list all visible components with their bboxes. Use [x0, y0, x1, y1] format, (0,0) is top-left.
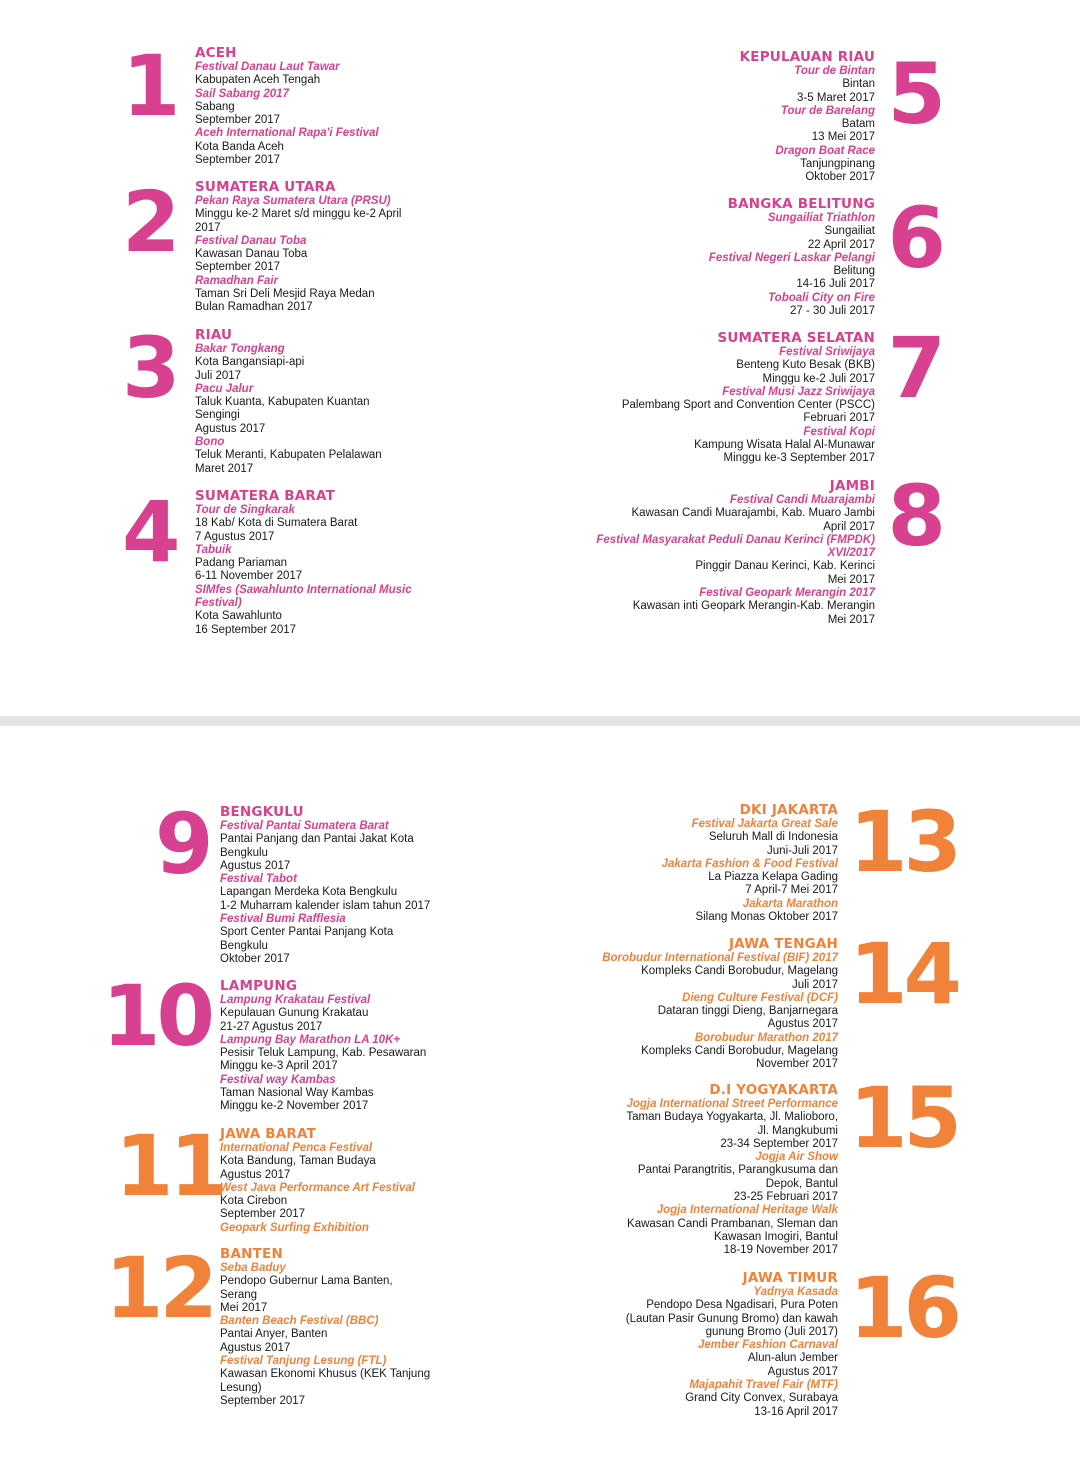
event-detail: Lapangan Merdeka Kota Bengkulu	[220, 886, 398, 899]
event-detail: Kawasan Imogiri, Bantul	[713, 1230, 838, 1243]
event-detail: Mei 2017	[827, 613, 875, 626]
event-name: Festival Geopark Merangin 2017	[699, 587, 875, 600]
region-details	[195, 45, 425, 167]
region-number: 7	[887, 319, 942, 417]
event-detail: Pantai Anyer, Banten	[220, 1328, 328, 1341]
event-name: Festival Candi Muarajambi	[729, 494, 875, 506]
region-details	[220, 1246, 450, 1408]
event-detail: 13-16 April 2017	[754, 1405, 838, 1418]
event-detail: Alun-alun Jember	[747, 1352, 838, 1365]
province-name: BANTEN	[220, 1246, 283, 1262]
event-detail: Sport Center Pantai Panjang Kota	[220, 926, 394, 939]
event-detail: Seluruh Mall di Indonesia	[708, 831, 838, 844]
event-name: Festival Negeri Laskar Pelangi	[708, 251, 875, 264]
event-name: Festival Sriwijaya	[779, 346, 875, 358]
event-name: Lampung Bay Marathon LA 10K+	[220, 1033, 401, 1046]
event-name: Jember Fashion Carnaval	[698, 1339, 838, 1352]
region-number: 8	[887, 467, 942, 565]
event-name: Jakarta Fashion & Food Festival	[661, 857, 838, 870]
event-detail: Agustus 2017	[767, 1365, 838, 1378]
event-name: Festival Tanjung Lesung (FTL)	[220, 1355, 387, 1368]
event-name: Festival Bumi Rafflesia	[220, 913, 346, 926]
event-detail: Benteng Kuto Besak (BKB)	[736, 359, 875, 372]
event-name: Lampung Krakatau Festival	[220, 994, 371, 1006]
event-name: Tour de Barelang	[780, 104, 875, 117]
region-details	[220, 1126, 450, 1235]
event-detail: Juli 2017	[791, 978, 838, 991]
event-detail: 2017	[195, 221, 221, 234]
event-detail: Belitung	[833, 265, 875, 278]
event-detail: 13 Mei 2017	[811, 131, 875, 144]
event-detail: Padang Pariaman	[195, 557, 288, 570]
event-detail: Sabang	[195, 100, 235, 113]
event-detail: Pendopo Desa Ngadisari, Pura Poten	[646, 1299, 838, 1312]
event-detail: Kawasan Candi Prambanan, Sleman dan	[627, 1217, 838, 1230]
event-detail: Oktober 2017	[805, 171, 875, 184]
event-detail: Taman Budaya Yogyakarta, Jl. Malioboro,	[626, 1111, 838, 1124]
event-detail: 27 - 30 Juli 2017	[789, 305, 875, 318]
event-detail: Kabupaten Aceh Tengah	[195, 74, 321, 87]
event-name: Seba Baduy	[220, 1262, 286, 1274]
province-name: KEPULAUAN RIAU	[739, 49, 875, 65]
event-name: Banten Beach Festival (BBC)	[220, 1315, 379, 1328]
region-details	[220, 978, 450, 1114]
region-details	[575, 196, 875, 318]
event-name: Borobudur International Festival (BIF) 2017	[602, 952, 838, 964]
event-name: Tour de Singkarak	[195, 504, 295, 516]
province-name: JAMBI	[829, 478, 875, 494]
event-detail: Agustus 2017	[220, 1341, 291, 1354]
region-details	[575, 49, 875, 185]
event-name: Festival Masyarakat Peduli Danau Kerinci (FMPDK) XVI/2017	[596, 533, 875, 560]
event-detail: Kampung Wisata Halal Al-Munawar	[694, 439, 875, 452]
event-detail: September 2017	[220, 1394, 306, 1407]
event-detail: 23-25 Februari 2017	[733, 1191, 838, 1204]
event-name: Pekan Raya Sumatera Utara (PRSU)	[195, 195, 391, 207]
event-detail: Tanjungpinang	[800, 158, 875, 171]
event-detail: 16 September 2017	[195, 623, 297, 636]
event-name: Festival Danau Toba	[195, 234, 307, 247]
event-name: Borobudur Marathon 2017	[694, 1031, 838, 1044]
event-detail: Mei 2017	[827, 573, 875, 586]
event-detail: 3-5 Maret 2017	[797, 91, 875, 104]
region-number: 9	[155, 795, 210, 893]
province-name: SUMATERA BARAT	[195, 488, 336, 504]
region-number: 5	[887, 45, 942, 143]
event-detail: Teluk Meranti, Kabupaten Pelalawan	[195, 449, 382, 462]
region-details	[195, 327, 425, 476]
event-detail: Minggu ke-2 Juli 2017	[762, 372, 875, 385]
region-number: 2	[122, 173, 177, 271]
event-detail: Maret 2017	[195, 462, 254, 475]
region-number: 4	[122, 483, 177, 581]
event-name: Dragon Boat Race	[775, 144, 875, 157]
event-detail: Depok, Bantul	[765, 1177, 838, 1190]
event-name: Toboali City on Fire	[768, 291, 875, 304]
province-name: JAWA BARAT	[220, 1126, 317, 1142]
event-detail: gunung Bromo (Juli 2017)	[705, 1325, 838, 1338]
region-number: 3	[122, 319, 177, 417]
event-detail: 7 April-7 Mei 2017	[745, 884, 838, 897]
event-detail: Agustus 2017	[220, 859, 291, 872]
event-detail: La Piazza Kelapa Gading	[708, 871, 838, 884]
event-detail: Taman Nasional Way Kambas	[220, 1087, 374, 1100]
event-name: Yadnya Kasada	[753, 1286, 838, 1298]
event-detail: Kompleks Candi Borobudur, Magelang	[641, 1045, 838, 1058]
event-name: Jogja Air Show	[755, 1151, 838, 1164]
province-name: SUMATERA SELATAN	[717, 330, 875, 346]
province-name: JAWA TIMUR	[742, 1270, 838, 1286]
event-detail: September 2017	[195, 114, 281, 127]
province-name: SUMATERA UTARA	[195, 179, 336, 195]
event-detail: Agustus 2017	[195, 422, 266, 435]
event-name: SIMfes (Sawahlunto International Music Festival)	[195, 583, 412, 610]
event-detail: Lesung)	[220, 1381, 262, 1394]
event-name: Jogja International Street Performance	[626, 1098, 838, 1110]
event-detail: Minggu ke-2 Maret s/d minggu ke-2 April	[195, 208, 402, 221]
event-detail: April 2017	[823, 520, 875, 533]
event-detail: Kompleks Candi Borobudur, Magelang	[641, 965, 838, 978]
event-detail: 1-2 Muharram kalender islam tahun 2017	[220, 899, 431, 912]
event-detail: Agustus 2017	[220, 1168, 291, 1181]
event-detail: Taluk Kuanta, Kabupaten Kuantan	[195, 396, 370, 409]
event-detail: 6-11 November 2017	[195, 570, 303, 583]
event-detail: Minggu ke-3 April 2017	[220, 1060, 338, 1073]
event-detail: 23-34 September 2017	[720, 1137, 838, 1150]
event-name: Festival Pantai Sumatera Barat	[220, 820, 389, 832]
region-details	[195, 488, 425, 637]
region-number: 6	[887, 189, 942, 287]
region-details	[538, 802, 838, 924]
event-name: Festival way Kambas	[220, 1073, 336, 1086]
event-name: Aceh International Rapa'i Festival	[195, 127, 379, 140]
event-detail: Dataran tinggi Dieng, Banjarnegara	[657, 1005, 838, 1018]
event-detail: Bengkulu	[220, 939, 268, 952]
event-detail: September 2017	[220, 1208, 306, 1221]
event-name: International Penca Festival	[220, 1142, 373, 1154]
region-number: 16	[849, 1259, 958, 1357]
event-detail: 18-19 November 2017	[723, 1244, 838, 1257]
event-detail: Kota Bandung, Taman Budaya	[220, 1155, 376, 1168]
event-detail: Minggu ke-3 September 2017	[723, 452, 875, 465]
page-divider	[0, 716, 1080, 726]
province-name: BENGKULU	[220, 804, 304, 820]
region-details	[220, 804, 450, 966]
event-detail: Pendopo Gubernur Lama Banten,	[220, 1275, 393, 1288]
event-detail: Kota Bangansiapi-api	[195, 356, 305, 369]
event-name: West Java Performance Art Festival	[220, 1181, 415, 1194]
region-details	[575, 478, 875, 627]
event-detail: Bengkulu	[220, 846, 268, 859]
event-name: Festival Jakarta Great Sale	[691, 818, 838, 830]
province-name: ACEH	[195, 45, 237, 61]
region-details	[538, 1082, 838, 1258]
event-name: Festival Musi Jazz Sriwijaya	[722, 385, 875, 398]
region-number: 14	[849, 925, 958, 1023]
event-detail: Kawasan Ekonomi Khusus (KEK Tanjung	[220, 1368, 431, 1381]
event-name: Festival Tabot	[220, 873, 297, 886]
event-detail: November 2017	[756, 1058, 838, 1071]
event-detail: Mei 2017	[220, 1301, 268, 1314]
event-detail: Palembang Sport and Convention Center (PSCC)	[621, 399, 875, 412]
event-detail: (Lautan Pasir Gunung Bromo) dan kawah	[625, 1312, 838, 1325]
event-detail: Batam	[841, 118, 875, 131]
event-name: Dieng Culture Festival (DCF)	[682, 991, 838, 1004]
event-detail: Kawasan Danau Toba	[195, 248, 308, 261]
region-details	[195, 179, 425, 315]
event-name: Ramadhan Fair	[195, 274, 279, 287]
event-detail: Kota Banda Aceh	[195, 140, 284, 153]
event-name: Jakarta Marathon	[742, 897, 838, 910]
province-name: BANGKA BELITUNG	[727, 196, 875, 212]
event-name: Tour de Bintan	[794, 65, 875, 77]
event-name: Bakar Tongkang	[195, 343, 285, 355]
event-detail: Serang	[220, 1288, 258, 1301]
event-name: Bono	[195, 436, 225, 449]
event-detail: Minggu ke-2 November 2017	[220, 1100, 369, 1113]
event-name: Festival Kopi	[803, 425, 875, 438]
event-detail: Grand City Convex, Surabaya	[685, 1392, 838, 1405]
event-detail: Silang Monas Oktober 2017	[695, 911, 838, 924]
event-detail: Juli 2017	[195, 369, 242, 382]
event-detail: Taman Sri Deli Mesjid Raya Medan	[195, 288, 375, 301]
event-detail: Bintan	[842, 78, 875, 91]
page-jawa	[0, 726, 1080, 1481]
event-name: Majapahit Travel Fair (MTF)	[689, 1379, 838, 1392]
event-detail: 18 Kab/ Kota di Sumatera Barat	[195, 517, 358, 530]
event-detail: Kota Sawahlunto	[195, 610, 282, 623]
region-details	[538, 936, 838, 1072]
province-name: DKI JAKARTA	[739, 802, 838, 818]
event-detail: Sungailiat	[824, 225, 875, 238]
event-detail: 7 Agustus 2017	[195, 530, 275, 543]
region-details	[538, 1270, 838, 1419]
event-detail: Oktober 2017	[220, 952, 290, 965]
event-detail: Februari 2017	[803, 412, 875, 425]
region-number: 10	[102, 967, 211, 1065]
event-name: Geopark Surfing Exhibition	[220, 1221, 369, 1234]
region-number: 1	[122, 37, 177, 135]
event-detail: Pinggir Danau Kerinci, Kab. Kerinci	[695, 560, 875, 573]
event-detail: Kepulauan Gunung Krakatau	[220, 1007, 369, 1020]
event-detail: Kota Cirebon	[220, 1195, 288, 1208]
event-detail: 14-16 Juli 2017	[796, 278, 875, 291]
event-name: Pacu Jalur	[195, 382, 254, 395]
event-detail: Kawasan Candi Muarajambi, Kab. Muaro Jambi	[631, 507, 875, 520]
event-detail: 22 April 2017	[807, 238, 875, 251]
province-name: LAMPUNG	[220, 978, 298, 994]
event-detail: Pesisir Teluk Lampung, Kab. Pesawaran	[220, 1047, 427, 1060]
event-detail: Agustus 2017	[767, 1018, 838, 1031]
event-detail: September 2017	[195, 261, 281, 274]
event-detail: Bulan Ramadhan 2017	[195, 301, 313, 314]
region-number: 15	[849, 1069, 958, 1167]
region-number: 12	[105, 1239, 214, 1337]
province-name: D.I YOGYAKARTA	[709, 1082, 838, 1098]
event-name: Sungailiat Triathlon	[767, 212, 875, 224]
region-number: 13	[849, 793, 958, 891]
event-detail: Kawasan inti Geopark Merangin-Kab. Merangin	[632, 600, 875, 613]
page-sumatera	[0, 0, 1080, 716]
event-detail: Pantai Parangtritis, Parangkusuma dan	[637, 1164, 838, 1177]
event-name: Festival Danau Laut Tawar	[195, 61, 340, 73]
event-detail: 21-27 Agustus 2017	[220, 1020, 323, 1033]
region-details	[575, 330, 875, 466]
province-name: RIAU	[195, 327, 233, 343]
event-detail: Pantai Panjang dan Pantai Jakat Kota	[220, 833, 414, 846]
event-name: Sail Sabang 2017	[195, 87, 289, 100]
event-name: Jogja International Heritage Walk	[656, 1204, 838, 1217]
event-detail: Sengingi	[195, 409, 240, 422]
event-detail: September 2017	[195, 154, 281, 167]
event-name: Tabuik	[195, 543, 232, 556]
region-number: 11	[115, 1117, 224, 1215]
event-detail: Jl. Mangkubumi	[757, 1124, 838, 1137]
province-name: JAWA TENGAH	[728, 936, 838, 952]
event-detail: Juni-Juli 2017	[767, 844, 838, 857]
